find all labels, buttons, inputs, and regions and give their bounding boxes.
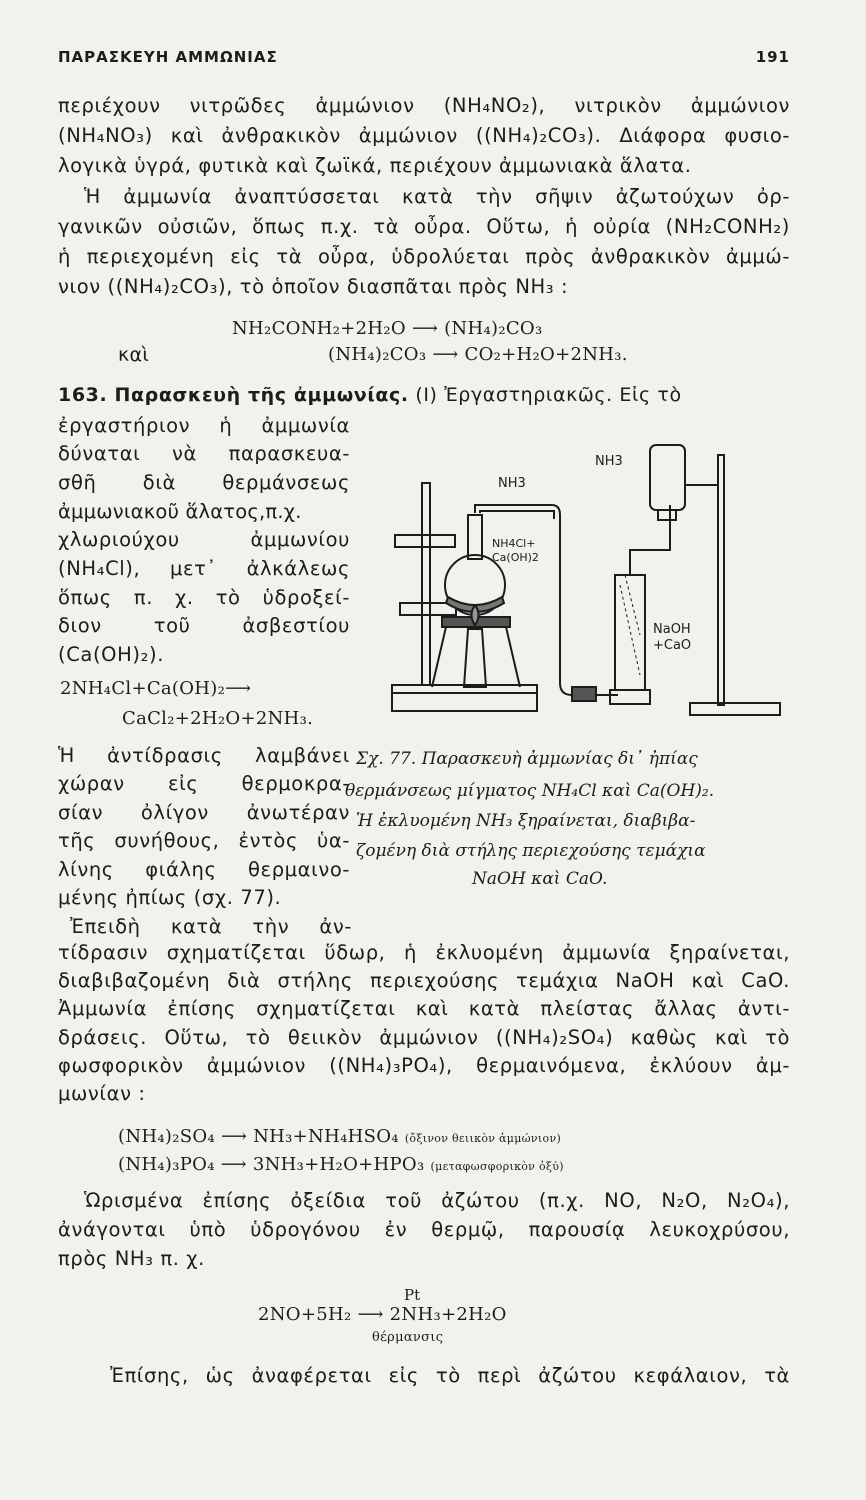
label-nh3-left: NH3 bbox=[498, 476, 526, 491]
tower-outlet bbox=[630, 505, 670, 575]
text-line: μωνίαν : bbox=[58, 1082, 146, 1105]
right-stand-base bbox=[690, 703, 780, 715]
running-title: ΠΑΡΑΣΚΕΥΗ ΑΜΜΩΝΙΑΣ bbox=[58, 48, 278, 66]
equation-phosphate bbox=[118, 1154, 564, 1175]
text-line: διον τοῦ ἀσβεστίου bbox=[58, 614, 350, 637]
text-line: χλωριούχου ἀμμωνίου bbox=[58, 528, 350, 551]
equation-phosphate-main: (NH₄)₃PO₄ ⟶ 3NH₃+H₂O+HPO₃ bbox=[118, 1154, 425, 1175]
page-header bbox=[58, 48, 790, 66]
text-line: περιέχουν νιτρῶδες ἀμμώνιον (NH₄NO₂), νιτρικὸν ἀμμώνιον bbox=[58, 94, 790, 117]
equation-sulfate bbox=[118, 1126, 561, 1147]
text-line: πρὸς NH₃ π. χ. bbox=[58, 1247, 205, 1270]
text-line: ἡ περιεχομένη εἰς τὰ οὖρα, ὑδρολύεται πρὸς ἀνθρακικὸν ἀμμώ- bbox=[58, 245, 790, 268]
page-number: 191 bbox=[755, 48, 790, 66]
text-line: δράσεις. Οὕτω, τὸ θειικὸν ἀμμώνιον ((NH₄)₂SO₄) καθὼς καὶ τὸ bbox=[58, 1026, 790, 1049]
label-reagent-1: NH4Cl+ bbox=[492, 537, 536, 550]
catalyst-label: Pt bbox=[404, 1286, 421, 1304]
section-subtitle: (I) Ἐργαστηριακῶς. Εἰς τὸ bbox=[415, 384, 682, 406]
equation-ammonium-chloride: 2NH₄Cl+Ca(OH)₂⟶ bbox=[60, 678, 252, 699]
text-line: Ἡ ἀντίδρασις λαμβάνει bbox=[58, 744, 350, 767]
equation-ammonium-chloride-products: CaCl₂+2H₂O+2NH₃. bbox=[122, 708, 314, 729]
text-line: ἐργαστήριον ἡ ἀμμωνία bbox=[58, 414, 350, 437]
left-stand-base bbox=[392, 685, 537, 711]
text-line: νιον ((NH₄)₂CO₃), τὸ ὁποῖον διασπᾶται πρὸς NH₃ : bbox=[58, 275, 569, 298]
condition-label: θέρμανσις bbox=[372, 1330, 444, 1345]
burner bbox=[464, 629, 486, 687]
caption-line: Ἡ ἐκλυομένη NH₃ ξηραίνεται, διαβιβα- bbox=[356, 811, 696, 831]
label-dry-2: +CaO bbox=[653, 638, 692, 653]
text-line: Ἐπειδὴ κατὰ τὴν ἀν- bbox=[70, 915, 352, 938]
equation-no-reduction: 2NO+5H₂ ⟶ 2NH₃+2H₂O bbox=[258, 1304, 507, 1325]
text-line: Ὡρισμένα ἐπίσης ὀξείδια τοῦ ἀζώτου (π.χ. NO, N₂O, N₂O₄), bbox=[84, 1189, 790, 1212]
text-line: διαβιβαζομένη διὰ στήλης περιεχούσης τεμάχια NaOH καὶ CaO. bbox=[58, 969, 790, 992]
caption-line: θερμάνσεως μίγματος NH₄Cl καὶ Ca(OH)₂. bbox=[345, 781, 715, 801]
apparatus-figure bbox=[370, 425, 800, 735]
text-line: τίδρασιν σχηματίζεται ὕδωρ, ἡ ἐκλυομένη ἀμμωνία ξηραίνεται, bbox=[58, 941, 790, 964]
text-line: γανικῶν οὐσιῶν, ὅπως π.χ. τὰ οὖρα. Οὕτω, ἡ οὐρία (NH₂CONH₂) bbox=[58, 215, 790, 238]
apparatus-diagram bbox=[370, 425, 800, 735]
text-line: (NH₄Cl), μετ᾽ ἀλκάλεως bbox=[58, 557, 350, 580]
left-stand-rod bbox=[422, 483, 430, 685]
caption-line: Σχ. 77. Παρασκευὴ ἀμμωνίας δι᾽ ἠπίας bbox=[356, 749, 698, 769]
text-line: σίαν ὀλίγον ἀνωτέραν bbox=[58, 801, 350, 824]
text-line: τῆς συνήθους, ἐντὸς ὑα- bbox=[58, 829, 350, 852]
text-line: λογικὰ ὑγρά, φυτικὰ καὶ ζωϊκά, περιέχουν ἀμμωνιακὰ ἅλατα. bbox=[58, 154, 692, 177]
text-line: ὅπως π. χ. τὸ ὑδροξεί- bbox=[58, 586, 350, 609]
equation-sulfate-note: (ὄξινον θειικὸν ἀμμώνιον) bbox=[404, 1132, 562, 1145]
equation-phosphate-note: (μεταφωσφορικὸν ὀξύ) bbox=[430, 1160, 564, 1173]
flask-neck bbox=[468, 515, 482, 559]
section-title: 163. Παρασκευὴ τῆς ἀμμωνίας. bbox=[58, 384, 409, 406]
caption-line: NaOH καὶ CaO. bbox=[472, 869, 608, 889]
text-line: Ἐπίσης, ὡς ἀναφέρεται εἰς τὸ περὶ ἀζώτου κεφάλαιον, τὰ bbox=[110, 1364, 790, 1387]
equation-sulfate-main: (NH₄)₂SO₄ ⟶ NH₃+NH₄HSO₄ bbox=[118, 1126, 399, 1147]
text-line: φωσφορικὸν ἀμμώνιον ((NH₄)₃PO₄), θερμαινόμενα, ἐκλύουν ἀμ- bbox=[58, 1054, 790, 1077]
caption-line: ζομένη διὰ στήλης περιεχούσης τεμάχια bbox=[356, 841, 706, 861]
flame bbox=[472, 605, 479, 625]
and-word: καὶ bbox=[118, 344, 150, 366]
text-line: χώραν εἰς θερμοκρα- bbox=[58, 772, 350, 795]
section-heading bbox=[58, 383, 790, 407]
text-line: (Ca(OH)₂). bbox=[58, 643, 165, 666]
label-dry-1: NaOH bbox=[653, 622, 691, 637]
collection-tube bbox=[650, 445, 685, 510]
text-line: σθῆ διὰ θερμάνσεως bbox=[58, 471, 350, 494]
text-line: Ἡ ἀμμωνία ἀναπτύσσεται κατὰ τὴν σῆψιν ἀζωτούχων ὀρ- bbox=[84, 185, 790, 208]
label-nh3-right: NH3 bbox=[595, 454, 623, 469]
text-line: λίνης φιάλης θερμαινο- bbox=[58, 858, 350, 881]
text-line: Ἀμμωνία ἐπίσης σχηματίζεται καὶ κατὰ πλείστας ἄλλας ἀντι- bbox=[58, 997, 790, 1020]
label-reagent-2: Ca(OH)2 bbox=[492, 551, 539, 564]
text-line: ἀνάγονται ὑπὸ ὑδρογόνου ἐν θερμῷ, παρουσίᾳ λευκοχρύσου, bbox=[58, 1218, 790, 1241]
tower-base bbox=[610, 690, 650, 704]
right-stand-rod bbox=[718, 455, 724, 705]
rubber-connector bbox=[572, 687, 596, 701]
equation-urea-hydrolysis: NH₂CONH₂+2H₂O ⟶ (NH₄)₂CO₃ bbox=[232, 318, 543, 339]
text-line: δύναται νὰ παρασκευα- bbox=[58, 442, 350, 465]
clamp bbox=[395, 535, 455, 547]
equation-carbonate-decomposition: (NH₄)₂CO₃ ⟶ CO₂+H₂O+2NH₃. bbox=[328, 344, 628, 365]
text-line: ἀμμωνιακοῦ ἅλατος,π.χ. bbox=[58, 500, 302, 523]
drying-tower bbox=[615, 575, 645, 690]
text-line: μένης ἠπίως (σχ. 77). bbox=[58, 886, 282, 909]
text-line: (NH₄NO₃) καὶ ἀνθρακικὸν ἀμμώνιον ((NH₄)₂CO₃). Διάφορα φυσιο- bbox=[58, 124, 790, 147]
